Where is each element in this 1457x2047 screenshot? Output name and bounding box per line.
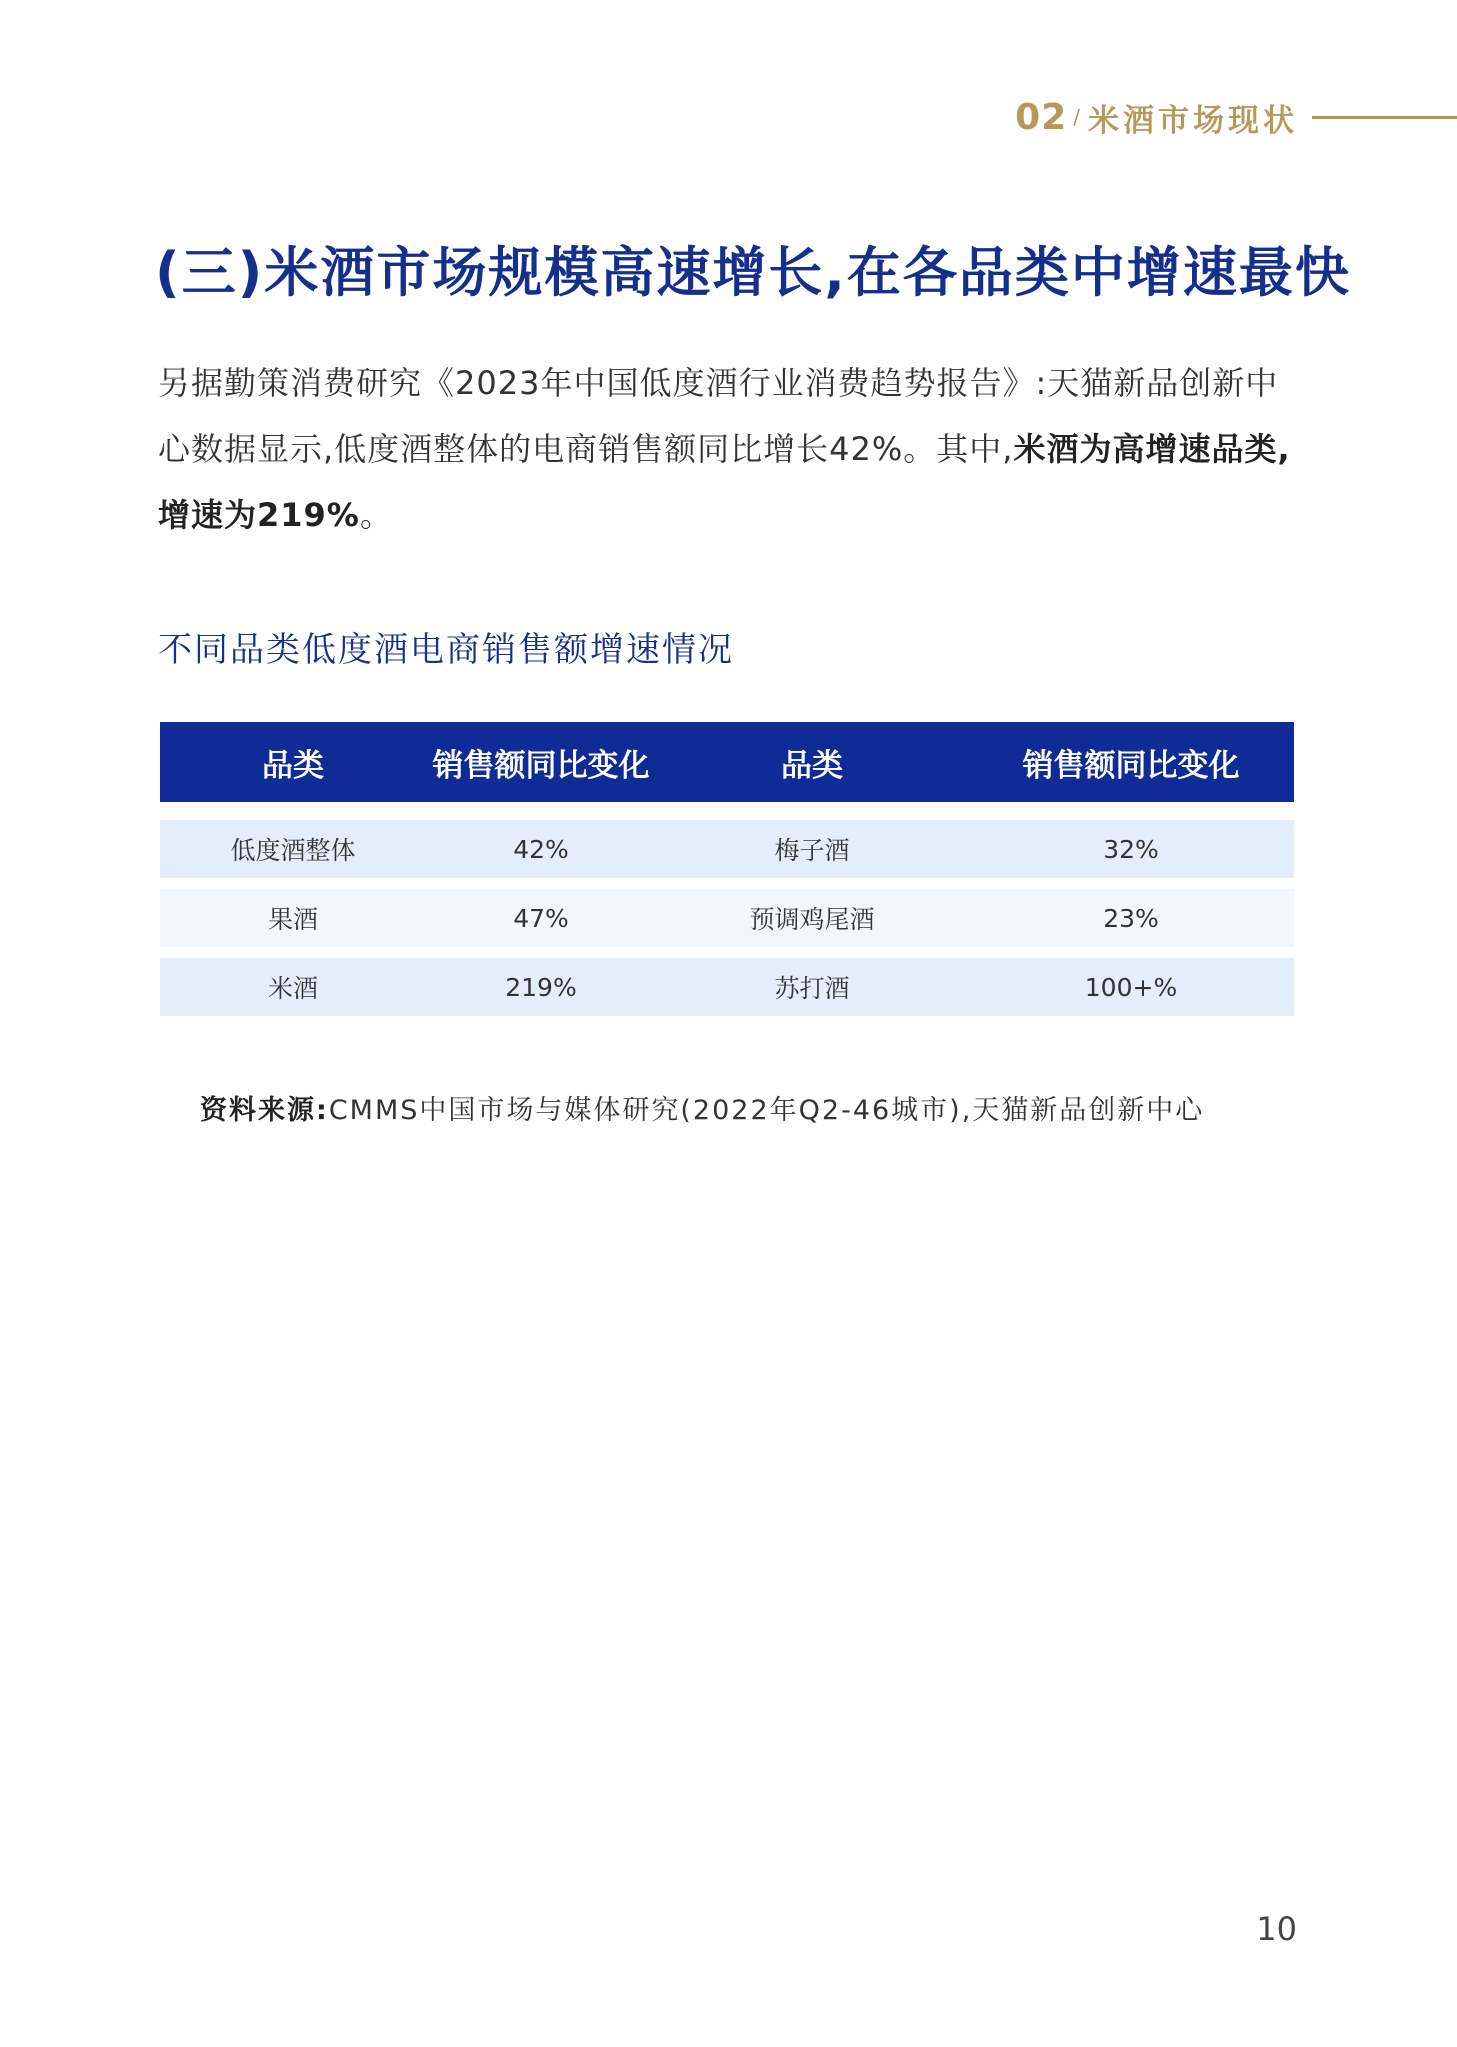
- header-rule: [1312, 116, 1457, 119]
- table-cell: 低度酒整体: [230, 836, 356, 865]
- table-cell: 47%: [513, 903, 569, 933]
- table-header-cell: 销售额同比变化: [1022, 747, 1240, 784]
- body-paragraph: [158, 350, 1298, 548]
- table-header-cell: 销售额同比变化: [432, 747, 650, 784]
- source-text: CMMS中国市场与媒体研究(2022年Q2-46城市),天猫新品创新中心: [328, 1095, 1205, 1126]
- table-cell: 100+%: [1084, 972, 1178, 1002]
- table-caption: 不同品类低度酒电商销售额增速情况: [158, 630, 734, 670]
- table-header-cell: 品类: [781, 747, 843, 784]
- paragraph-end: 。: [359, 496, 393, 534]
- table-cell: 苏打酒: [774, 974, 850, 1003]
- table-row: [160, 958, 1294, 1016]
- table-header-row: [160, 722, 1294, 802]
- paragraph-bold-text: 米酒为高增速品类,增速为219%: [158, 430, 1291, 534]
- growth-table: [160, 722, 1294, 1016]
- page-number: 10: [1256, 1910, 1297, 1948]
- table-cell: 42%: [513, 834, 569, 864]
- section-separator: /: [1073, 105, 1080, 129]
- page-title: (三)米酒市场规模高速增长,在各品类中增速最快: [155, 241, 1351, 304]
- source-label: 资料来源:: [200, 1095, 329, 1126]
- table-header-cell: 品类: [262, 747, 324, 784]
- table-cell: 预调鸡尾酒: [749, 905, 875, 934]
- section-number: 02: [1015, 96, 1068, 138]
- paragraph-text: 另据勤策消费研究《2023年中国低度酒行业消费趋势报告》:天猫新品创新中心数据显示,低度酒整体的电商销售额同比增长42%。其中,: [158, 364, 1279, 468]
- section-header: [1015, 92, 1457, 142]
- table-cell: 梅子酒: [774, 836, 850, 865]
- section-title: 米酒市场现状: [1088, 102, 1298, 139]
- table-cell: 23%: [1103, 903, 1159, 933]
- table-cell: 果酒: [267, 905, 318, 934]
- table-row: [160, 889, 1294, 947]
- table-cell: 219%: [505, 972, 577, 1002]
- source-note: [200, 1088, 1204, 1127]
- table-row: [160, 820, 1294, 878]
- table-cell: 米酒: [267, 974, 318, 1003]
- table-cell: 32%: [1103, 834, 1159, 864]
